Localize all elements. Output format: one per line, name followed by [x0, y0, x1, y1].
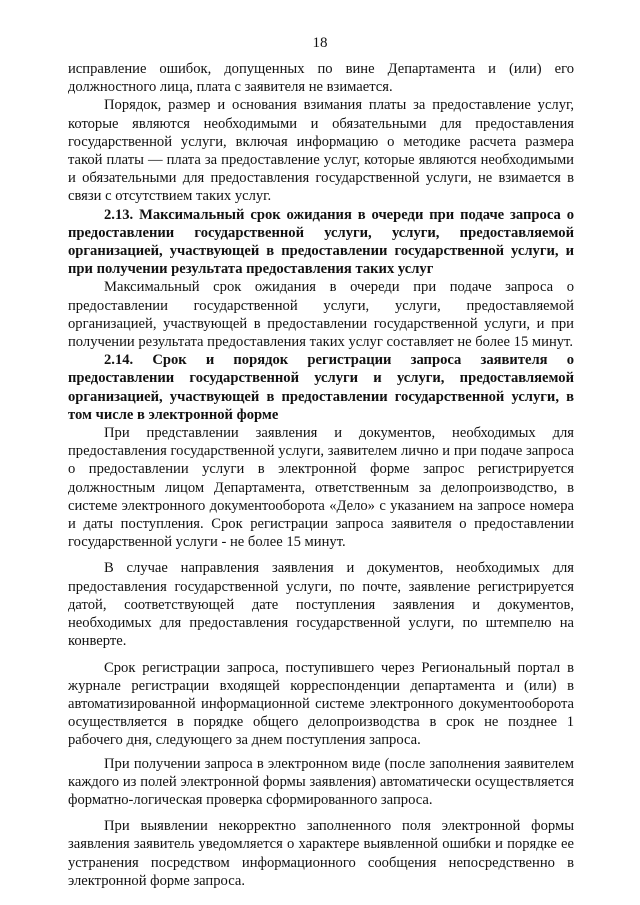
paragraph-registration-in-person: При представлении заявления и документов, необходимых для предоставления государственной услуги, заявителем лично и при подаче запроса о предоставлении услуги в электронной форме запрос регистрируется должностным лицом Департамента, ответственным за делопроизводство, в системе электронного документооборота «Дело» с указанием на запросе номера и даты поступления. Срок регистрации запроса заявителя о предоставлении государственной услуги - не более 15 минут. [68, 425, 574, 551]
section-heading-2-13: 2.13. Максимальный срок ожидания в очереди при подаче запроса о предоставлении государственной услуги, услуги, предоставляемой организацией, участвующей в предоставлении государственной услуги, и при получении результата предоставления таких услуг [68, 206, 574, 278]
section-heading-2-14: 2.14. Срок и порядок регистрации запроса заявителя о предоставлении государственной услуги и услуги, предоставляемой организацией, участвующей в предоставлении государственной услуги, в том числе в электронной форме [68, 352, 574, 423]
paragraph-electronic-check: При получении запроса в электронном виде (после заполнения заявителем каждого из полей электронной формы заявления) автоматически осуществляется форматно-логическая проверка сформированного запроса. [68, 755, 574, 808]
paragraph-fee-procedure: Порядок, размер и основания взимания платы за предоставление услуг, которые являются необходимыми и обязательными для предоставления государственной услуги, включая информацию о методике расчета размера такой платы — плата за предоставление услуг, которые являются необходимыми и обязательными для предоставления государственной услуги, не взимается в связи с отсутствием таких услуг. [68, 97, 574, 205]
document-body [68, 60, 574, 890]
paragraph-error-notification: При выявлении некорректно заполненного поля электронной формы заявления заявитель уведомляется о характере выявленной ошибки и порядке ее устранения посредством информационного сообщения непосредственно в электронной форме запроса. [68, 818, 574, 889]
paragraph-fee-correction: исправление ошибок, допущенных по вине Департамента и (или) его должностного лица, плата с заявителя не взимается. [68, 61, 574, 96]
paragraph-registration-by-mail: В случае направления заявления и документов, необходимых для предоставления государственной услуги, по почте, заявление регистрируется датой, соответствующей дате поступления заявления и документов, необходимых для предоставления государственной услуги, по штемпелю на конверте. [68, 560, 574, 650]
paragraph-registration-portal: Срок регистрации запроса, поступившего через Региональный портал в журнале регистрации входящей корреспонденции департамента и (или) в автоматизированной информационной системе электронного документооборота осуществляется в порядке общего делопроизводства в срок не позднее 1 рабочего дня, следующего за днем поступления запроса. [68, 659, 574, 749]
page-number: 18 [312, 35, 328, 51]
paragraph-max-wait-time: Максимальный срок ожидания в очереди при подаче запроса о предоставлении государственной услуги, услуги, предоставляемой организацией, участвующей в предоставлении государственной услуги, и при получении результата предоставления таких услуг составляет не более 15 минут. [68, 279, 574, 351]
